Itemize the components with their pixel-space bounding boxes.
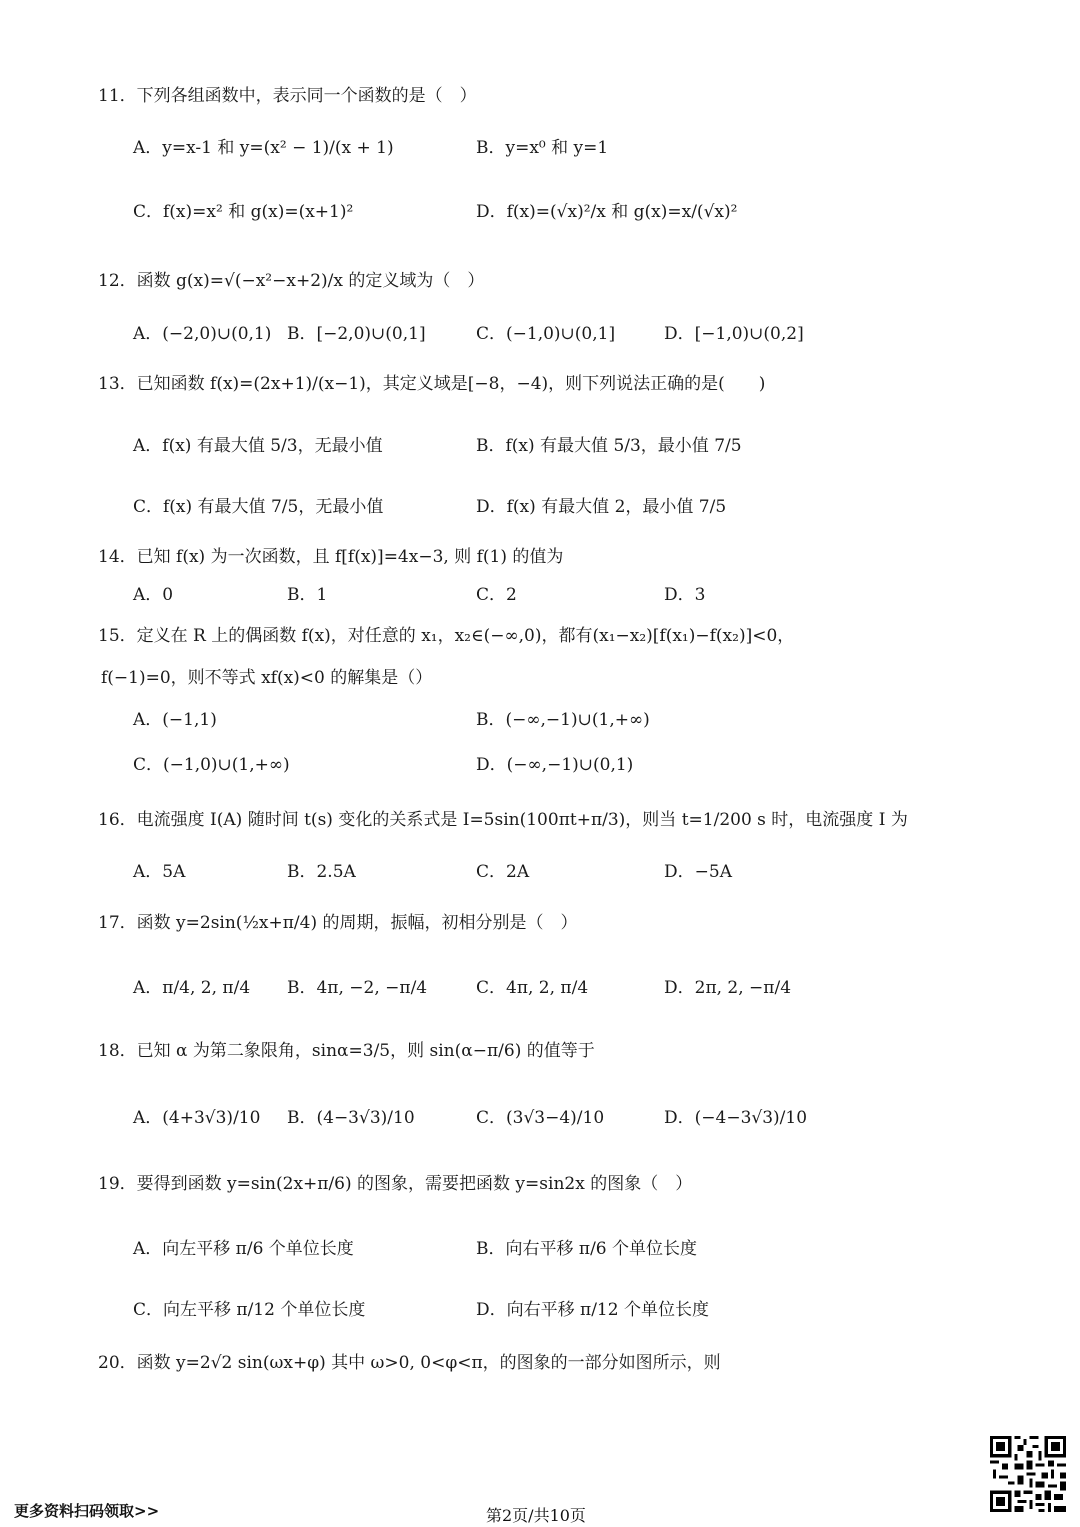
q12-option-d: D．[−1,0)∪(0,2] — [664, 324, 804, 344]
q15-option-a: A．(−1,1) — [133, 710, 217, 730]
q19-option-b: B．向右平移 π/6 个单位长度 — [476, 1239, 698, 1259]
q13-option-d: D．f(x) 有最大值 2，最小值 7/5 — [476, 497, 727, 517]
question-15-continued: f(−1)=0，则不等式 xf(x)<0 的解集是（） — [101, 668, 433, 688]
question-16: 16．电流强度 I(A) 随时间 t(s) 变化的关系式是 I=5sin(100πt+π/3)，则当 t=1/200 s 时，电流强度 I 为 — [98, 810, 908, 830]
qr-code-icon — [990, 1436, 1066, 1512]
q16-option-a: A．5A — [133, 862, 186, 882]
q15-option-c: C．(−1,0)∪(1,+∞) — [133, 755, 290, 775]
q16-option-d: D．−5A — [664, 862, 732, 882]
q14-option-b: B．1 — [287, 585, 328, 605]
q14-option-c: C．2 — [476, 585, 517, 605]
q16-option-c: C．2A — [476, 862, 530, 882]
question-15: 15．定义在 R 上的偶函数 f(x)，对任意的 x₁，x₂∈(−∞,0)，都有(x₁−x₂)[f(x₁)−f(x₂)]<0， — [98, 626, 795, 646]
q17-option-c: C．4π, 2, π/4 — [476, 978, 589, 998]
question-19: 19．要得到函数 y=sin(2x+π/6) 的图象，需要把函数 y=sin2x 的图象（ ） — [98, 1174, 693, 1194]
question-17: 17．函数 y=2sin(½x+π/4) 的周期，振幅，初相分别是（ ） — [98, 913, 578, 933]
q11-option-c: C．f(x)=x² 和 g(x)=(x+1)² — [133, 202, 354, 222]
q12-option-b: B．[−2,0)∪(0,1] — [287, 324, 426, 344]
q13-option-b: B．f(x) 有最大值 5/3，最小值 7/5 — [476, 436, 742, 456]
q11-option-d: D．f(x)=(√x)²/x 和 g(x)=x/(√x)² — [476, 202, 738, 222]
question-11: 11．下列各组函数中，表示同一个函数的是（ ） — [98, 86, 477, 106]
q13-option-c: C．f(x) 有最大值 7/5，无最小值 — [133, 497, 384, 517]
question-20: 20．函数 y=2√2 sin(ωx+φ) 其中 ω>0, 0<φ<π，的图象的一部分如图所示，则 — [98, 1353, 721, 1373]
q12-option-c: C．(−1,0)∪(0,1] — [476, 324, 616, 344]
q17-option-a: A．π/4, 2, π/4 — [133, 978, 251, 998]
question-13: 13．已知函数 f(x)=(2x+1)/(x−1)，其定义域是[−8，−4)，则下列说法正确的是( ) — [98, 374, 766, 394]
q15-option-b: B．(−∞,−1)∪(1,+∞) — [476, 710, 650, 730]
question-12: 12．函数 g(x)=√(−x²−x+2)/x 的定义域为（ ） — [98, 271, 485, 291]
q12-option-a: A．(−2,0)∪(0,1) — [133, 324, 272, 344]
question-14: 14．已知 f(x) 为一次函数，且 f[f(x)]=4x−3, 则 f(1) 的值为 — [98, 547, 564, 567]
q18-option-a: A．(4+3√3)/10 — [133, 1108, 261, 1128]
q19-option-d: D．向右平移 π/12 个单位长度 — [476, 1300, 709, 1320]
q17-option-b: B．4π, −2, −π/4 — [287, 978, 428, 998]
q18-option-d: D．(−4−3√3)/10 — [664, 1108, 808, 1128]
q19-option-c: C．向左平移 π/12 个单位长度 — [133, 1300, 366, 1320]
q18-option-b: B．(4−3√3)/10 — [287, 1108, 415, 1128]
q11-option-a: A．y=x-1 和 y=(x² − 1)/(x + 1) — [133, 138, 394, 158]
page-number: 第2页/共10页 — [486, 1506, 586, 1525]
footer-promo-text: 更多资料扫码领取>> — [14, 1502, 160, 1520]
q11-option-b: B．y=x⁰ 和 y=1 — [476, 138, 609, 158]
q16-option-b: B．2.5A — [287, 862, 356, 882]
question-18: 18．已知 α 为第二象限角，sinα=3/5，则 sin(α−π/6) 的值等于 — [98, 1041, 595, 1061]
q18-option-c: C．(3√3−4)/10 — [476, 1108, 605, 1128]
q15-option-d: D．(−∞,−1)∪(0,1) — [476, 755, 634, 775]
q17-option-d: D．2π, 2, −π/4 — [664, 978, 792, 998]
q13-option-a: A．f(x) 有最大值 5/3，无最小值 — [133, 436, 383, 456]
q14-option-a: A．0 — [133, 585, 174, 605]
q14-option-d: D．3 — [664, 585, 706, 605]
q19-option-a: A．向左平移 π/6 个单位长度 — [133, 1239, 354, 1259]
